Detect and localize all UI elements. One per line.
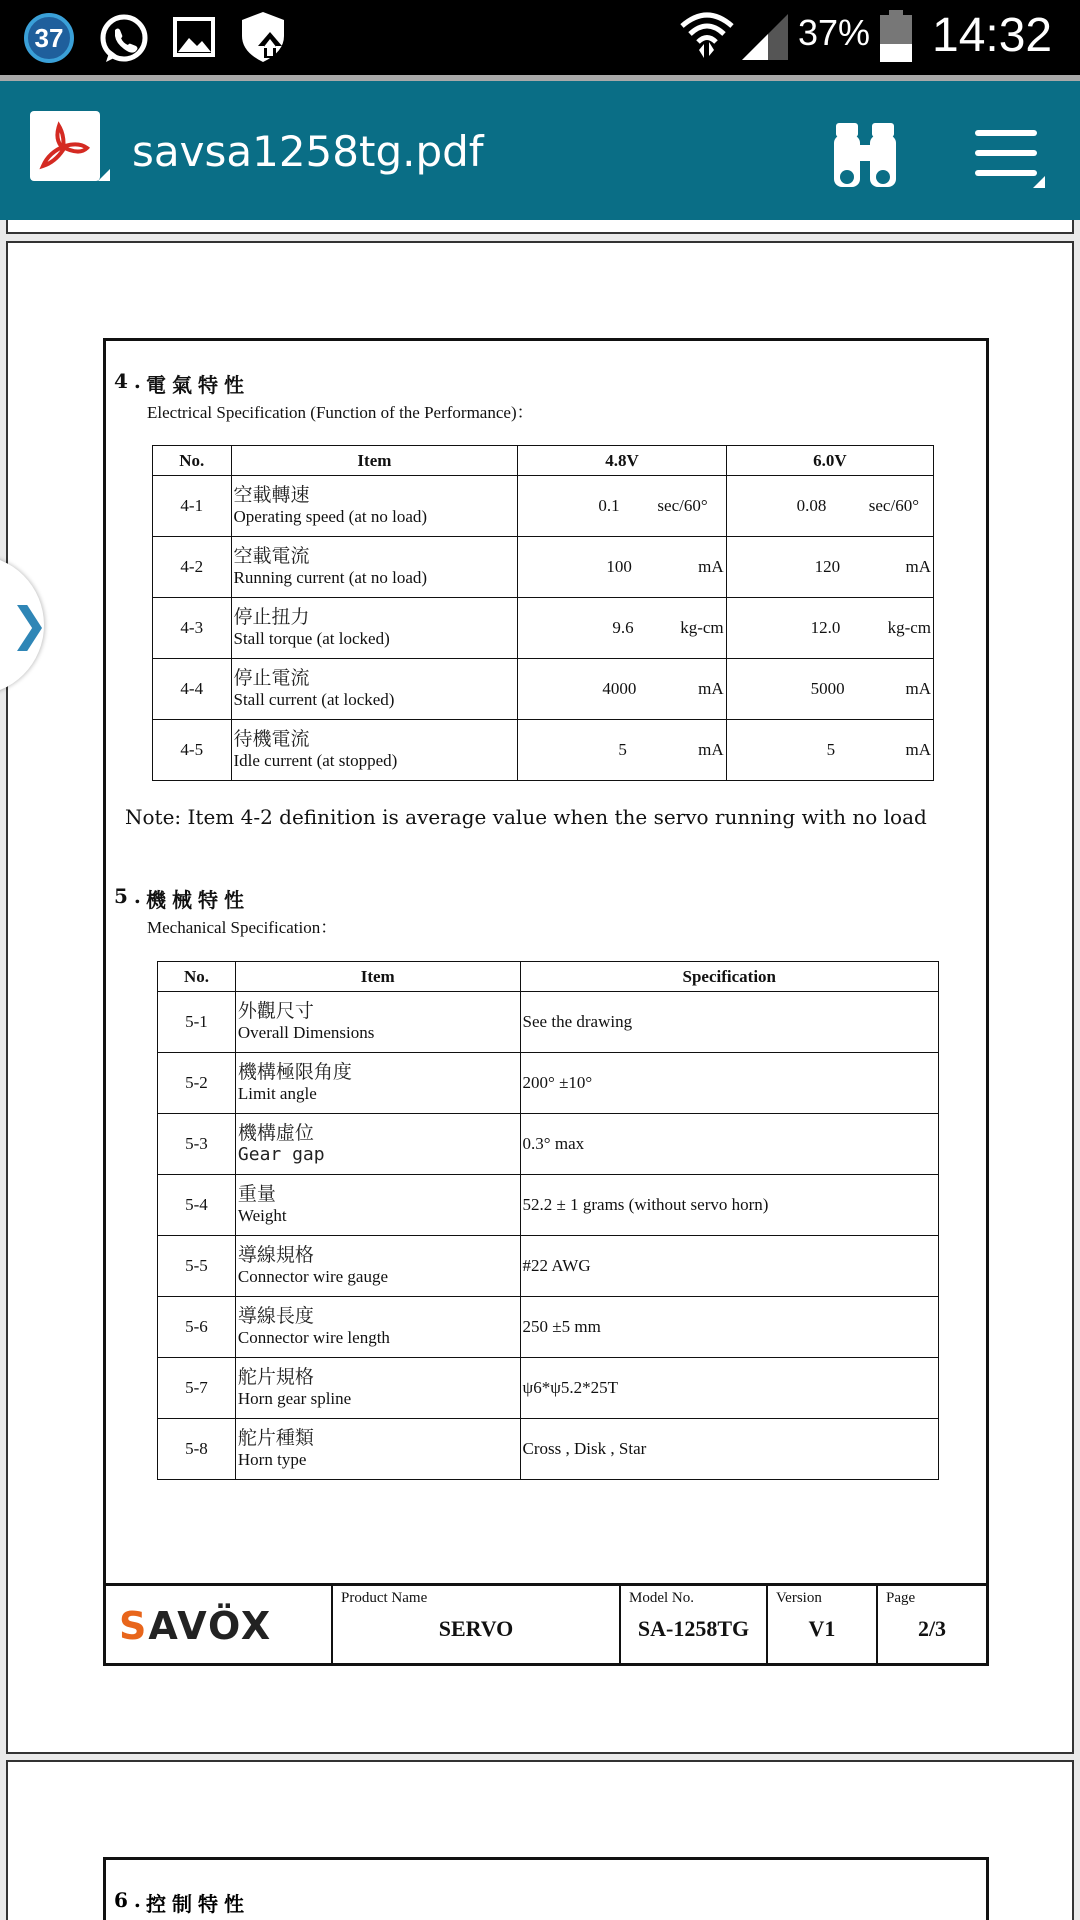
spec-value: See the drawing bbox=[520, 992, 938, 1053]
title-block bbox=[103, 1583, 989, 1663]
unit: kg-cm bbox=[887, 618, 931, 637]
item-name-zh: 待機電流 bbox=[233, 728, 310, 750]
value-4.8v bbox=[518, 720, 726, 781]
section-4-number: 4. bbox=[114, 369, 147, 393]
wifi-icon bbox=[678, 8, 736, 64]
row-number: 5-7 bbox=[158, 1358, 236, 1419]
table-row bbox=[158, 1053, 939, 1114]
version-label: Version bbox=[776, 1590, 822, 1606]
unit: mA bbox=[698, 557, 724, 576]
item-name-en: Horn gear spline bbox=[237, 1389, 352, 1408]
product-name-label: Product Name bbox=[341, 1590, 428, 1606]
row-number: 5-8 bbox=[158, 1419, 236, 1480]
row-number: 5-6 bbox=[158, 1297, 236, 1358]
table-row bbox=[158, 1175, 939, 1236]
document-frame bbox=[103, 1857, 989, 1920]
item-name-zh: 導線規格 bbox=[237, 1244, 314, 1266]
unit: kg-cm bbox=[680, 618, 724, 637]
column-header: No. bbox=[158, 962, 236, 992]
unit: mA bbox=[698, 679, 724, 698]
row-item bbox=[231, 598, 518, 659]
value-4.8v bbox=[518, 537, 726, 598]
value-4.8v bbox=[518, 476, 726, 537]
row-number: 5-4 bbox=[158, 1175, 236, 1236]
item-name-en: Stall current (at locked) bbox=[233, 690, 395, 709]
section-5-title: 機械特性 bbox=[146, 888, 250, 912]
table-row bbox=[153, 659, 934, 720]
item-name-zh: 空載電流 bbox=[233, 545, 310, 567]
item-name-en: Gear gap bbox=[237, 1144, 325, 1165]
row-item bbox=[231, 476, 518, 537]
unit: mA bbox=[905, 740, 931, 759]
row-item bbox=[235, 1114, 520, 1175]
value: 5 bbox=[826, 740, 836, 759]
page-label: Page bbox=[886, 1590, 916, 1606]
section-6-title: 控制特性 bbox=[146, 1892, 250, 1916]
table-row bbox=[158, 1236, 939, 1297]
value-6.0v bbox=[726, 659, 933, 720]
value-6.0v bbox=[726, 537, 933, 598]
item-name-en: Connector wire length bbox=[237, 1328, 390, 1347]
notification-count: 37 bbox=[34, 22, 64, 53]
item-name-en: Limit angle bbox=[237, 1084, 317, 1103]
item-name-en: Connector wire gauge bbox=[237, 1267, 389, 1286]
battery-percent: 37% bbox=[798, 12, 871, 53]
previous-page-edge bbox=[6, 220, 1074, 234]
item-name-zh: 機構虛位 bbox=[237, 1122, 314, 1144]
section-6-number: 6. bbox=[114, 1888, 147, 1912]
table-row bbox=[158, 1419, 939, 1480]
signal-icon bbox=[740, 10, 790, 62]
section-4-title: 電氣特性 bbox=[146, 373, 250, 397]
model-cell bbox=[619, 1586, 766, 1663]
item-name-en: Overall Dimensions bbox=[237, 1023, 375, 1042]
row-item bbox=[231, 537, 518, 598]
row-item bbox=[235, 992, 520, 1053]
pdf-page bbox=[6, 241, 1074, 1754]
section-4-subtitle: Electrical Specification (Function of the Performance)： bbox=[147, 403, 534, 422]
pdf-page-next bbox=[6, 1760, 1074, 1920]
value-4.8v bbox=[518, 659, 726, 720]
row-item bbox=[231, 659, 518, 720]
table-row bbox=[158, 1114, 939, 1175]
version-cell bbox=[766, 1586, 876, 1663]
item-name-en: Stall torque (at locked) bbox=[233, 629, 390, 648]
table-header-row bbox=[158, 962, 939, 992]
electrical-spec-table bbox=[152, 445, 934, 781]
find-icon[interactable] bbox=[832, 121, 898, 189]
spec-value: ψ6*ψ5.2*25T bbox=[520, 1358, 938, 1419]
value: 120 bbox=[814, 557, 841, 576]
item-name-zh: 導線長度 bbox=[237, 1305, 314, 1327]
document-title: savsa1258tg.pdf bbox=[132, 127, 484, 176]
unit: sec/60° bbox=[868, 496, 919, 515]
unit: mA bbox=[698, 740, 724, 759]
column-header: Specification bbox=[520, 962, 938, 992]
dropdown-corner-icon bbox=[98, 169, 110, 181]
spec-value: Cross , Disk , Star bbox=[520, 1419, 938, 1480]
value: 12.0 bbox=[810, 618, 841, 637]
item-name-zh: 停止扭力 bbox=[233, 606, 310, 628]
value-6.0v bbox=[726, 598, 933, 659]
table-row bbox=[153, 598, 934, 659]
table-row bbox=[153, 720, 934, 781]
value-6.0v bbox=[726, 720, 933, 781]
row-number: 4-4 bbox=[153, 659, 232, 720]
item-name-zh: 舵片種類 bbox=[237, 1427, 314, 1449]
version-value: V1 bbox=[808, 1616, 836, 1641]
table-row bbox=[158, 1358, 939, 1419]
table-row bbox=[158, 1297, 939, 1358]
value: 0.1 bbox=[598, 496, 620, 515]
pdf-app-icon[interactable] bbox=[30, 111, 100, 181]
column-header: No. bbox=[153, 446, 232, 476]
column-header: 6.0V bbox=[726, 446, 933, 476]
column-header: Item bbox=[235, 962, 520, 992]
row-item bbox=[235, 1358, 520, 1419]
row-number: 5-1 bbox=[158, 992, 236, 1053]
value-6.0v bbox=[726, 476, 933, 537]
row-item bbox=[235, 1175, 520, 1236]
product-name-cell bbox=[331, 1586, 619, 1663]
value-4.8v bbox=[518, 598, 726, 659]
value: 4000 bbox=[602, 679, 637, 698]
item-name-zh: 重量 bbox=[237, 1183, 276, 1205]
row-number: 5-5 bbox=[158, 1236, 236, 1297]
unit: sec/60° bbox=[657, 496, 708, 515]
row-item bbox=[235, 1053, 520, 1114]
unit: mA bbox=[905, 679, 931, 698]
notification-count-icon bbox=[24, 13, 74, 63]
acrobat-icon bbox=[35, 116, 95, 176]
table-header-row bbox=[153, 446, 934, 476]
gallery-icon bbox=[172, 16, 216, 60]
item-name-en: Horn type bbox=[237, 1450, 307, 1469]
row-number: 5-3 bbox=[158, 1114, 236, 1175]
page-value: 2/3 bbox=[917, 1616, 947, 1641]
item-name-zh: 停止電流 bbox=[233, 667, 310, 689]
row-item bbox=[235, 1297, 520, 1358]
battery-icon bbox=[878, 8, 914, 64]
row-number: 5-2 bbox=[158, 1053, 236, 1114]
model-label: Model No. bbox=[629, 1590, 694, 1606]
note-text: Note: Item 4-2 definition is average value when the servo running with no load bbox=[125, 805, 927, 829]
value: 5000 bbox=[810, 679, 845, 698]
item-name-zh: 機構極限角度 bbox=[237, 1061, 352, 1083]
item-name-zh: 空載轉速 bbox=[233, 484, 310, 506]
document-frame bbox=[103, 338, 989, 1666]
table-row bbox=[153, 476, 934, 537]
section-5-subtitle: Mechanical Specification： bbox=[147, 918, 338, 937]
status-bar bbox=[0, 0, 1080, 75]
spec-value: 52.2 ± 1 grams (without servo horn) bbox=[520, 1175, 938, 1236]
logo-cell bbox=[103, 1586, 331, 1663]
value: 100 bbox=[606, 557, 632, 576]
app-bar bbox=[0, 75, 1080, 220]
column-header: Item bbox=[231, 446, 518, 476]
chevron-right-icon: ❯ bbox=[10, 597, 49, 651]
spec-value: 250 ±5 mm bbox=[520, 1297, 938, 1358]
row-number: 4-3 bbox=[153, 598, 232, 659]
clock: 14:32 bbox=[932, 9, 1053, 62]
item-name-en: Operating speed (at no load) bbox=[233, 507, 428, 526]
table-row bbox=[153, 537, 934, 598]
value: 9.6 bbox=[612, 618, 634, 637]
savox-logo: SAVÖX bbox=[119, 1604, 273, 1648]
item-name-en: Idle current (at stopped) bbox=[233, 751, 398, 770]
mechanical-spec-table bbox=[157, 961, 939, 1480]
value: 5 bbox=[618, 740, 627, 759]
page-cell bbox=[876, 1586, 986, 1663]
item-name-en: Weight bbox=[237, 1206, 287, 1225]
item-name-zh: 舵片規格 bbox=[237, 1366, 314, 1388]
whatsapp-icon bbox=[96, 12, 152, 68]
row-number: 4-5 bbox=[153, 720, 232, 781]
table-row bbox=[158, 992, 939, 1053]
shield-icon bbox=[236, 8, 294, 66]
row-item bbox=[235, 1419, 520, 1480]
item-name-zh: 外觀尺寸 bbox=[237, 1000, 314, 1022]
model-value: SA-1258TG bbox=[637, 1616, 750, 1641]
item-name-en: Running current (at no load) bbox=[233, 568, 428, 587]
section-5-number: 5. bbox=[114, 884, 147, 908]
menu-icon[interactable] bbox=[975, 126, 1045, 188]
row-item bbox=[231, 720, 518, 781]
spec-value: #22 AWG bbox=[520, 1236, 938, 1297]
spec-value: 200° ±10° bbox=[520, 1053, 938, 1114]
unit: mA bbox=[905, 557, 931, 576]
row-number: 4-1 bbox=[153, 476, 232, 537]
spec-value: 0.3° max bbox=[520, 1114, 938, 1175]
row-item bbox=[235, 1236, 520, 1297]
value: 0.08 bbox=[796, 496, 827, 515]
row-number: 4-2 bbox=[153, 537, 232, 598]
column-header: 4.8V bbox=[518, 446, 726, 476]
product-name-value: SERVO bbox=[438, 1616, 514, 1641]
